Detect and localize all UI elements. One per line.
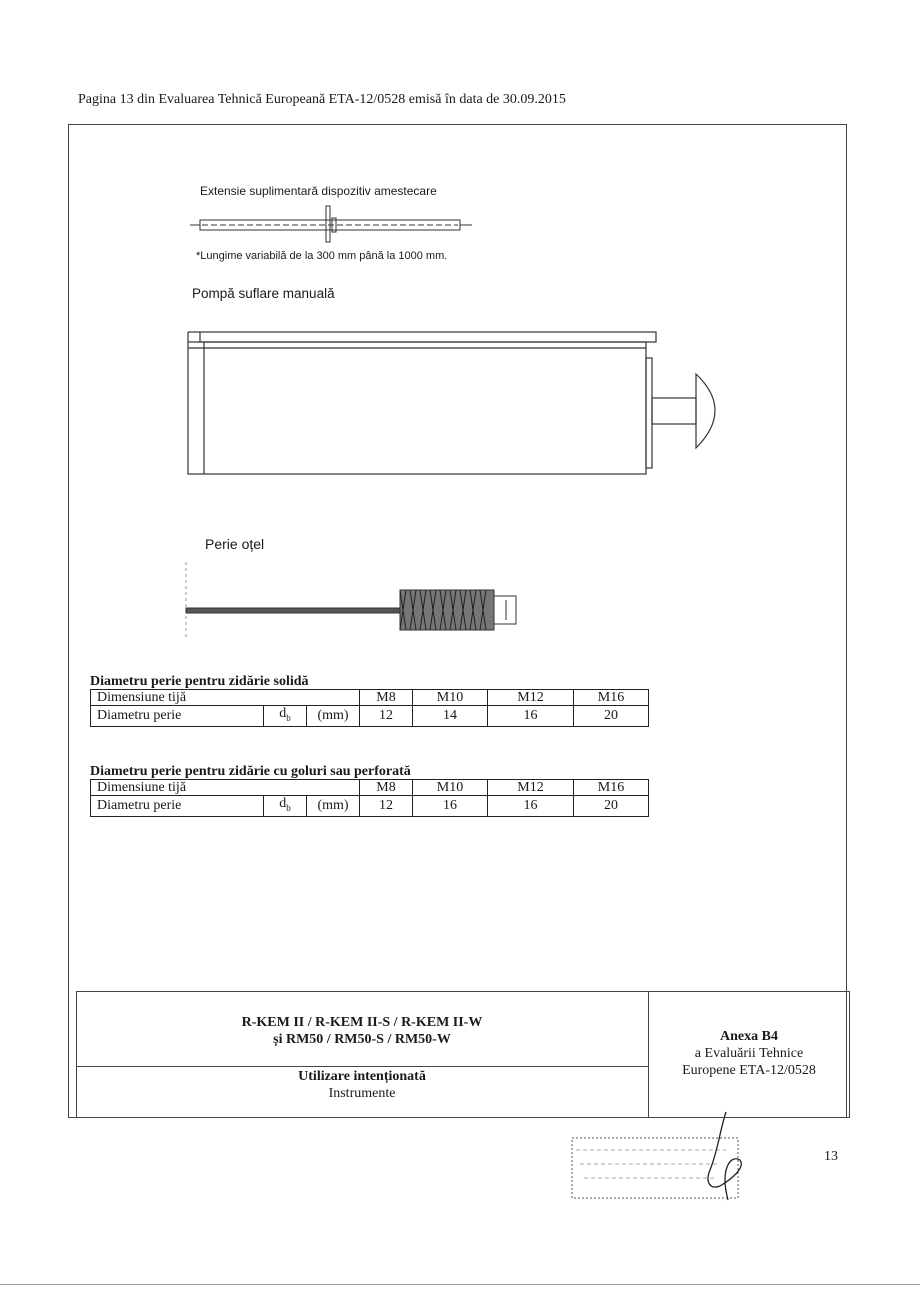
table-cell: M8 (360, 780, 413, 796)
table-cell: 12 (360, 796, 413, 817)
annex-line-1: a Evaluării Tehnice (694, 1046, 804, 1061)
mixer-extension-drawing (190, 200, 480, 246)
table-row (91, 690, 649, 706)
pump-caption: Pompă suflare manuală (192, 286, 335, 301)
table-hollow-title: Diametru perie pentru zidărie cu goluri sau perforată (90, 764, 411, 779)
row-label: Diametru perie (91, 796, 264, 817)
product-names (76, 1014, 648, 1048)
table-cell: 20 (574, 706, 649, 727)
brush-diameter-table-hollow (90, 779, 649, 817)
brush-diameter-table-solid (90, 689, 649, 727)
product-line-2: și RM50 / RM50-S / RM50-W (273, 1032, 451, 1047)
scan-edge-line (0, 1284, 920, 1285)
unit-cell: (mm) (307, 796, 360, 817)
table-cell: M12 (488, 690, 574, 706)
intended-use (76, 1068, 648, 1102)
table-cell: M10 (413, 690, 488, 706)
symbol-cell (264, 796, 307, 817)
table-cell: M10 (413, 780, 488, 796)
intended-use-title: Utilizare intenționată (298, 1069, 426, 1084)
symbol-cell (264, 706, 307, 727)
row-label: Dimensiune tijă (91, 780, 360, 796)
footer-divider-horizontal (76, 1066, 648, 1067)
page-number: 13 (824, 1149, 838, 1164)
symbol: d (279, 796, 287, 811)
unit-cell: (mm) (307, 706, 360, 727)
steel-brush-drawing (184, 560, 524, 640)
table-cell: M12 (488, 780, 574, 796)
extension-length-note: *Lungime variabilă de la 300 mm până la 1000 mm. (196, 250, 448, 262)
table-row (91, 780, 649, 796)
table-cell: M16 (574, 690, 649, 706)
table-cell: 12 (360, 706, 413, 727)
extension-caption: Extensie suplimentară dispozitiv amestecare (200, 184, 437, 198)
symbol-subscript: b (286, 712, 291, 723)
table-cell: 16 (488, 796, 574, 817)
table-cell: M8 (360, 690, 413, 706)
intended-use-subtitle: Instrumente (328, 1086, 396, 1101)
row-label: Diametru perie (91, 706, 264, 727)
annex-label (649, 1028, 849, 1079)
annex-title: Anexa B4 (720, 1029, 778, 1044)
table-cell: 14 (413, 706, 488, 727)
product-line-1: R-KEM II / R-KEM II-S / R-KEM II-W (241, 1015, 483, 1030)
table-cell: 20 (574, 796, 649, 817)
hand-pump-drawing (186, 330, 726, 480)
table-cell: 16 (413, 796, 488, 817)
brush-caption: Perie oțel (205, 536, 265, 552)
table-solid-title: Diametru perie pentru zidărie solidă (90, 674, 309, 689)
page-header: Pagina 13 din Evaluarea Tehnică Europeană ETA-12/0528 emisă în data de 30.09.2015 (78, 92, 566, 107)
translator-stamp-signature (570, 1110, 740, 1172)
table-cell: M16 (574, 780, 649, 796)
symbol-subscript: b (286, 802, 291, 813)
annex-line-2: Europene ETA-12/0528 (682, 1063, 816, 1078)
table-cell: 16 (488, 706, 574, 727)
row-label: Dimensiune tijă (91, 690, 360, 706)
table-row (91, 706, 649, 727)
symbol: d (279, 706, 287, 721)
table-row (91, 796, 649, 817)
